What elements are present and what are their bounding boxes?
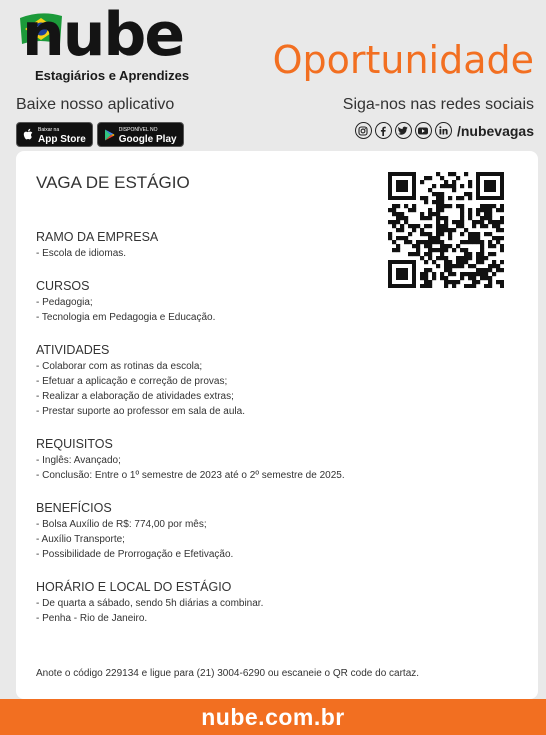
section-title: REQUISITOS [36,437,113,451]
store-badges [16,122,184,147]
app-store-small-text: Baixar na [38,126,60,133]
section-title: BENEFÍCIOS [36,501,112,515]
section-line: - Colaborar com as rotinas da escola; [36,361,203,372]
social-links [355,122,534,139]
header [0,0,546,150]
job-section [36,436,506,483]
section-line: - Efetuar a aplicação e correção de provas; [36,376,228,387]
section-title: ATIVIDADES [36,343,110,357]
facebook-icon[interactable] [375,122,392,139]
job-title: VAGA DE ESTÁGIO [36,173,190,192]
job-section [36,342,506,419]
linkedin-icon[interactable] [435,122,452,139]
logo-wordmark: nube [22,0,184,70]
apple-icon [23,128,34,141]
section-line: - Bolsa Auxílio de R$: 774,00 por mês; [36,519,207,530]
section-line: - Prestar suporte ao professor em sala de aula. [36,406,245,417]
footer-url[interactable]: nube.com.br [201,703,345,730]
section-line: - Possibilidade de Prorrogação e Efetivação. [36,549,234,560]
app-store-label: App Store [38,133,86,145]
twitter-icon[interactable] [395,122,412,139]
section-line: - Tecnologia em Pedagogia e Educação. [36,312,216,323]
section-line: - Conclusão: Entre o 1º semestre de 2023 até o 2º semestre de 2025. [36,470,345,481]
google-play-label: Google Play [118,133,177,145]
job-card [16,151,538,699]
logo-subtitle: Estagiários e Aprendizes [35,68,190,83]
section-line: - De quarta a sábado, sendo 5h diárias a combinar. [36,598,264,609]
social-label: Siga-nos nas redes sociais [342,96,534,113]
headline: Oportunidade [272,38,534,82]
download-app-label: Baixe nosso aplicativo [16,96,175,113]
section-line: - Realizar a elaboração de atividades extras; [36,391,234,402]
section-line: - Auxílio Transporte; [36,534,125,545]
section-title: CURSOS [36,279,90,293]
section-line: - Penha - Rio de Janeiro. [36,613,148,624]
job-section [36,278,506,325]
nube-logo[interactable] [14,0,214,92]
youtube-icon[interactable] [415,122,432,139]
section-line: - Pedagogia; [36,297,93,308]
google-play-icon [104,129,115,141]
section-line: - Inglês: Avançado; [36,455,121,466]
contact-note: Anote o código 229134 e ligue para (21) 3004-6290 ou escaneie o QR code do cartaz. [36,668,420,679]
section-line: - Escola de idiomas. [36,248,127,259]
job-section [36,500,506,562]
footer [0,699,546,735]
job-section [36,229,506,261]
google-play-button[interactable] [97,122,184,147]
section-title: RAMO DA EMPRESA [36,230,159,244]
instagram-icon[interactable] [355,122,372,139]
google-play-small-text: DISPONÍVEL NO [118,126,158,133]
job-section [36,579,506,626]
social-handle[interactable]: /nubevagas [456,122,534,139]
app-store-button[interactable] [16,122,93,147]
section-title: HORÁRIO E LOCAL DO ESTÁGIO [36,580,232,594]
job-sections [36,229,506,643]
